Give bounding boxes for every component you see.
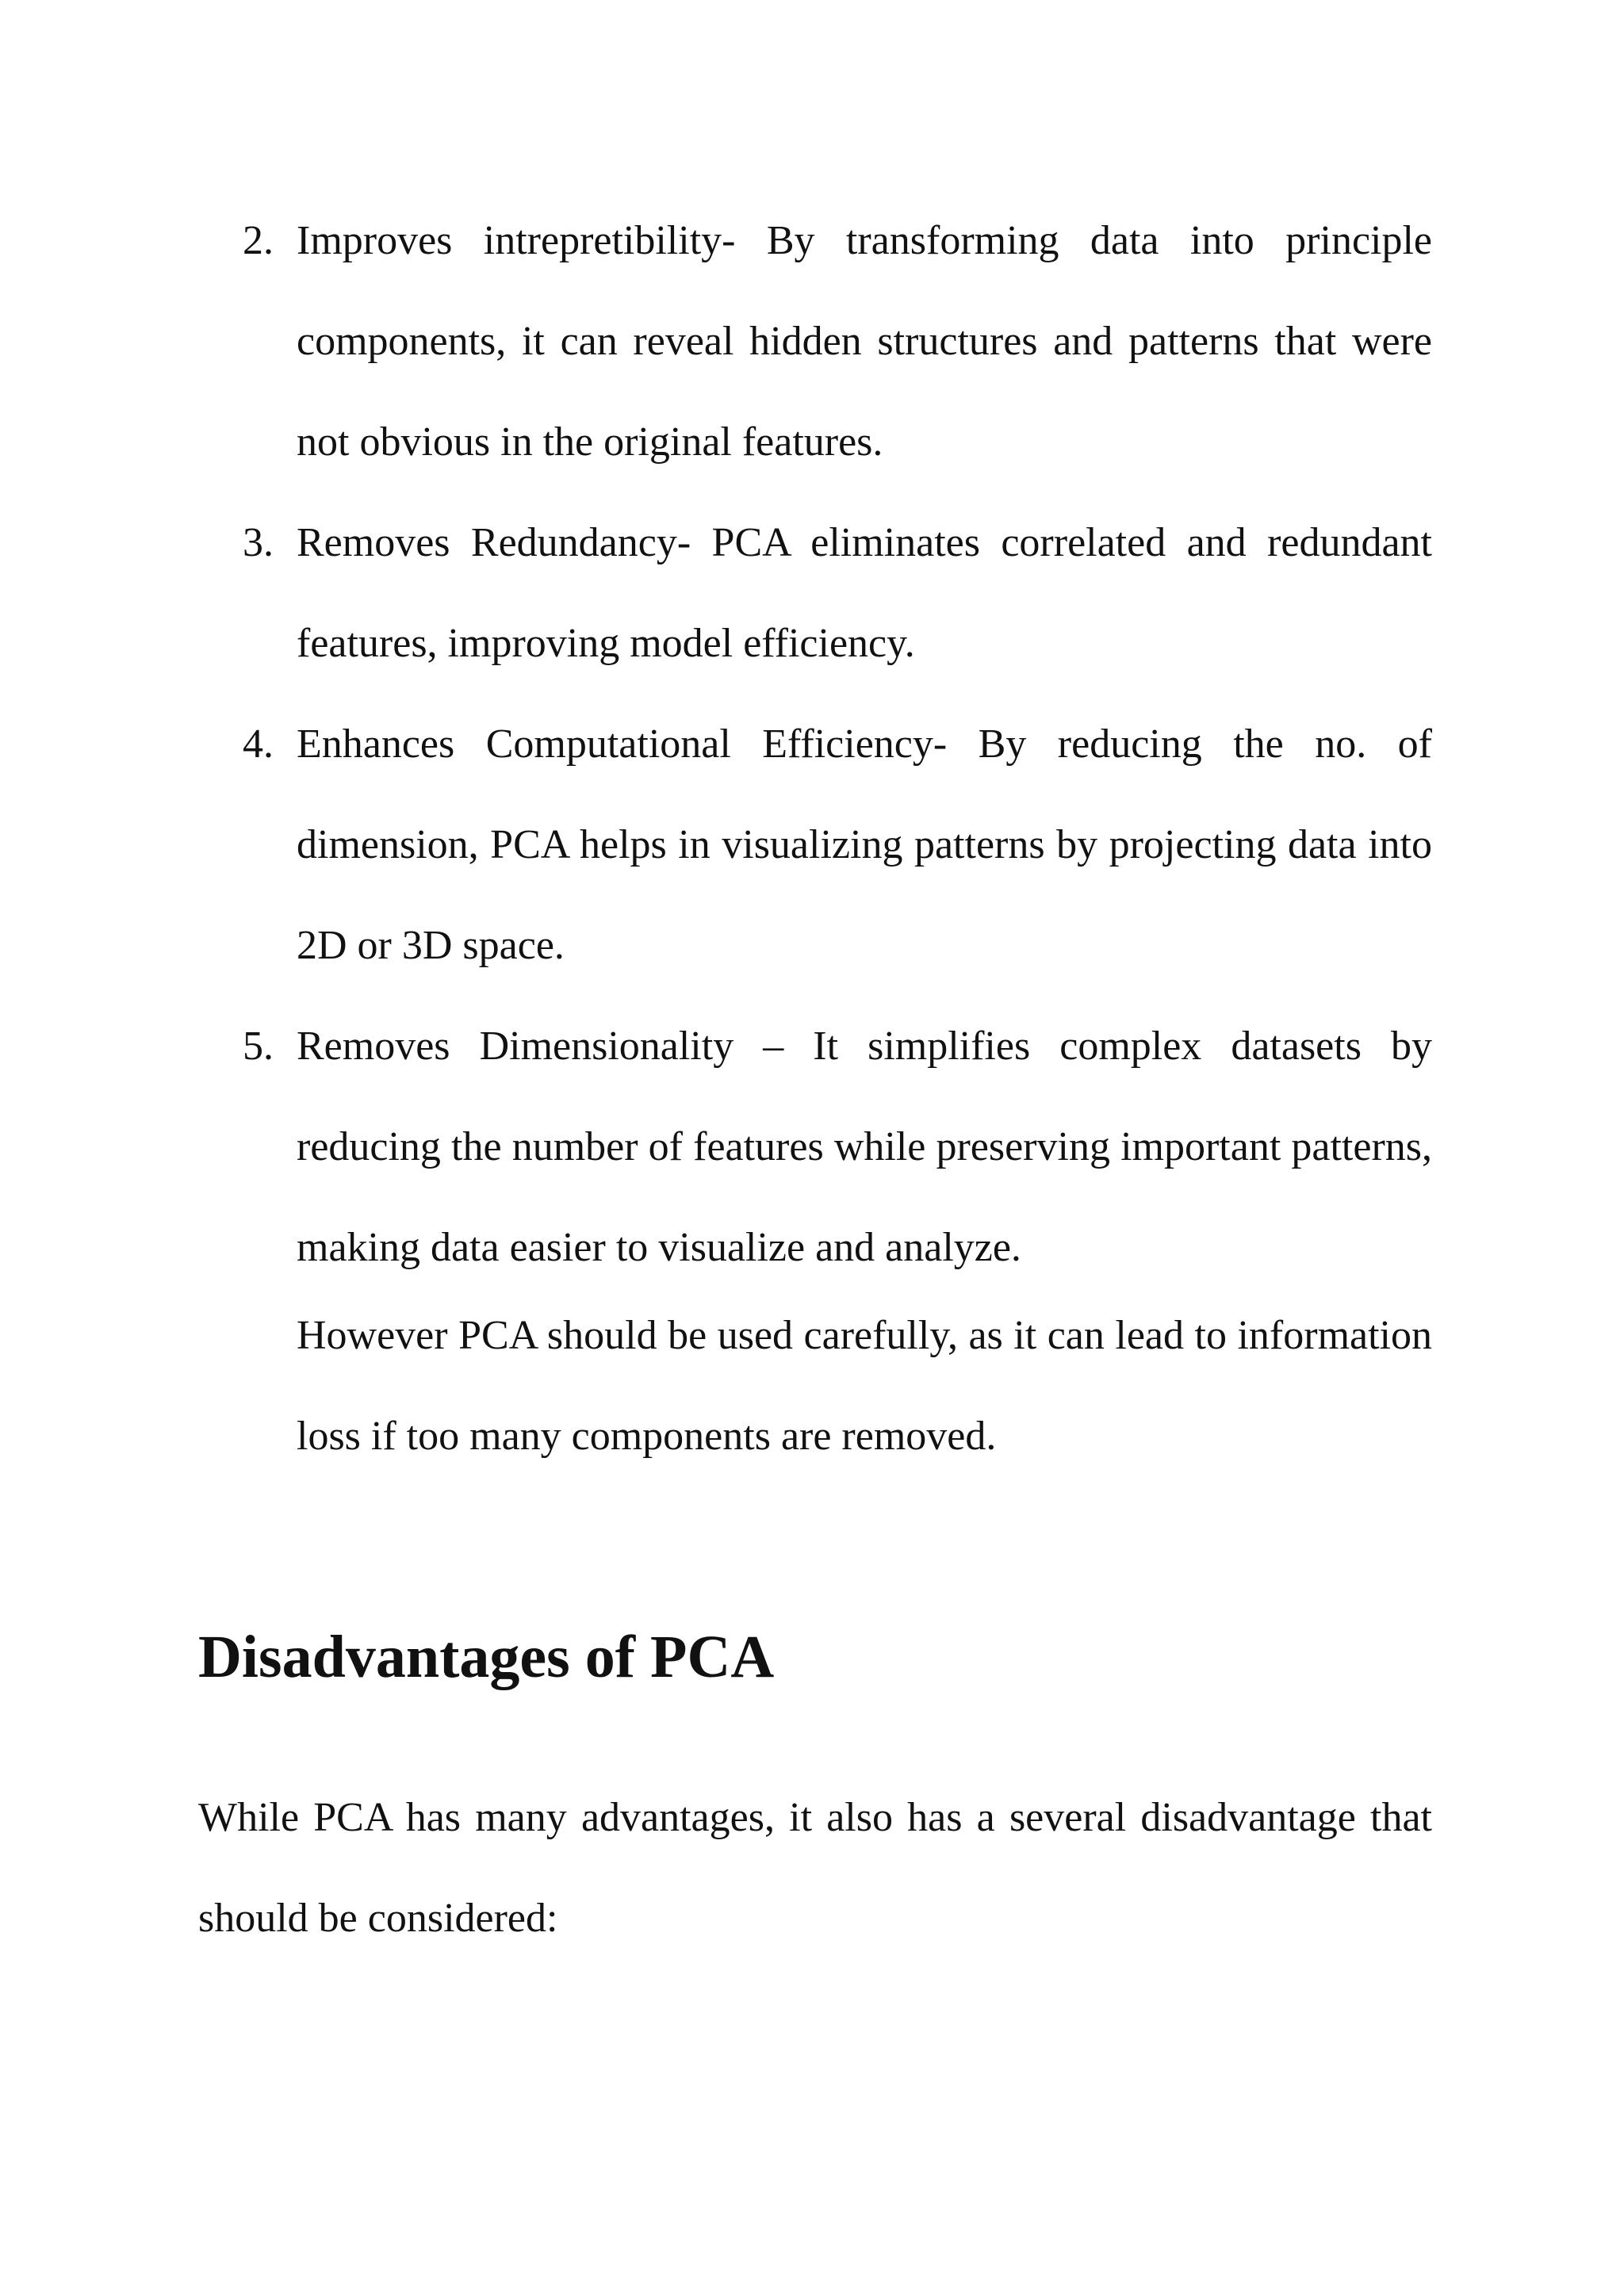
caution-note: However PCA should be used carefully, as it can lead to information loss if too many components are removed. bbox=[297, 1313, 1432, 1459]
list-item bbox=[243, 492, 1432, 694]
list-item-number: 4. bbox=[243, 721, 274, 767]
list-item-number: 5. bbox=[243, 1024, 274, 1069]
list-item bbox=[243, 190, 1432, 492]
list-item-number: 3. bbox=[243, 520, 274, 565]
list-item-text: Enhances Computational Efficiency- By reducing the no. of dimension, PCA helps in visualizing patterns by projecting data into 2D or 3D space. bbox=[297, 721, 1432, 968]
section-heading: Disadvantages of PCA bbox=[198, 1624, 775, 1690]
section-intro: While PCA has many advantages, it also has a several disadvantage that should be considered: bbox=[198, 1795, 1432, 1941]
list-item-text: Improves intrepretibility- By transforming data into principle components, it can reveal hidden structures and patterns that were not obvious in the original features. bbox=[297, 218, 1432, 465]
list-item bbox=[243, 996, 1432, 1298]
list-item-text: Removes Redundancy- PCA eliminates correlated and redundant features, improving model efficiency. bbox=[297, 520, 1432, 666]
list-item bbox=[243, 694, 1432, 996]
advantages-list bbox=[243, 190, 1432, 1298]
list-item-number: 2. bbox=[243, 218, 274, 263]
list-item-text: Removes Dimensionality – It simplifies complex datasets by reducing the number of features while preserving important patterns, making data easier to visualize and analyze. bbox=[297, 1024, 1432, 1270]
